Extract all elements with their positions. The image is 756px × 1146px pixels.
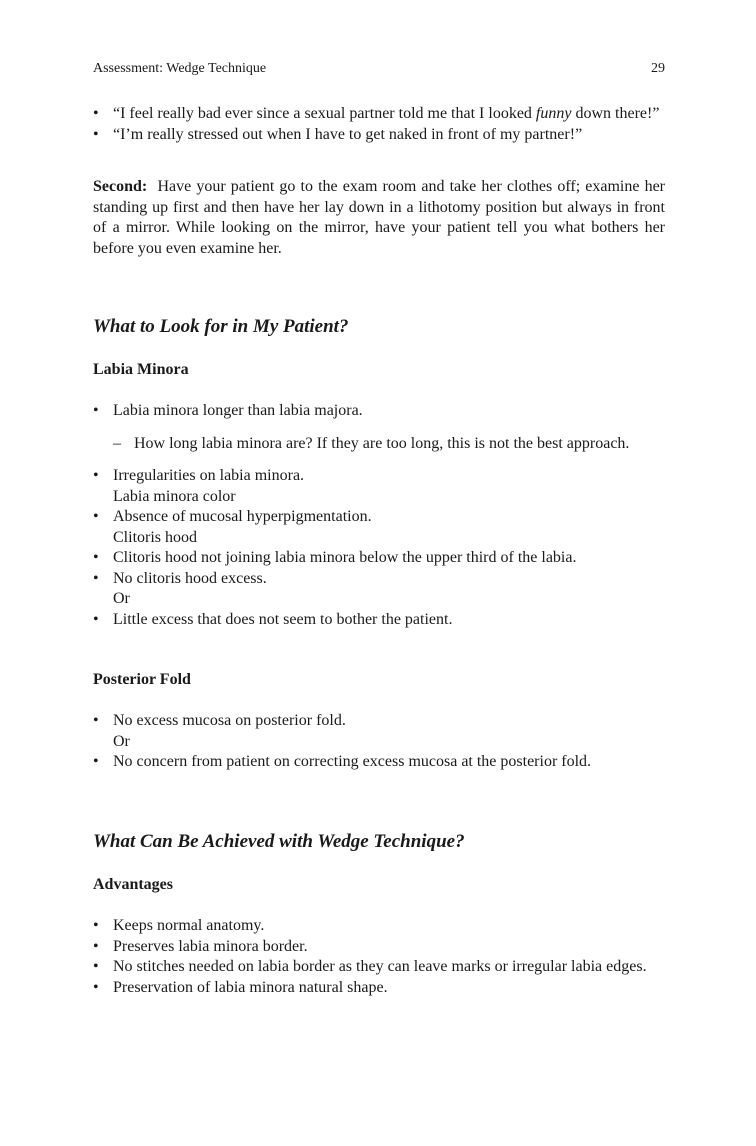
- second-step-text: Have your patient go to the exam room and take her clothes off; examine her standing up first and then have her lay down in a lithotomy position but always in front of a mirror. While looking on the mirror, have your patient tell you what bothers her before you even examine her.: [93, 178, 666, 257]
- list-item: • Irregularities on labia minora.: [93, 466, 665, 487]
- labia-minora-list: [93, 401, 665, 630]
- quote-item: • “I feel really bad ever since a sexual partner told me that I looked funny down there!”: [93, 104, 665, 125]
- subhead-advantages: Advantages: [93, 876, 174, 893]
- list-item: • No stitches needed on labia border as they can leave marks or irregular labia edges.: [93, 957, 665, 978]
- list-item: • Preserves labia minora border.: [93, 937, 665, 958]
- list-item: • Labia minora longer than labia majora.: [93, 401, 665, 422]
- subhead-labia-minora: Labia Minora: [93, 361, 189, 378]
- or-label: Or: [113, 732, 130, 750]
- running-head-title: Assessment: Wedge Technique: [93, 61, 267, 76]
- subhead-posterior-fold: Posterior Fold: [93, 671, 191, 688]
- page-number: 29: [651, 61, 665, 76]
- list-item: • No excess mucosa on posterior fold.: [93, 711, 665, 732]
- section-title-what-to-look-for: What to Look for in My Patient?: [93, 316, 349, 337]
- label-clitoris-hood: Clitoris hood: [113, 528, 198, 546]
- list-item: • No concern from patient on correcting excess mucosa at the posterior fold.: [93, 752, 665, 773]
- second-step-paragraph: [93, 177, 665, 259]
- list-item: • Little excess that does not seem to bother the patient.: [93, 610, 665, 631]
- or-label: Or: [113, 590, 130, 607]
- patient-quotes-list: [93, 104, 665, 145]
- advantages-list: [93, 916, 665, 998]
- quote-item: • “I’m really stressed out when I have to get naked in front of my partner!”: [93, 125, 665, 146]
- posterior-fold-list: [93, 711, 665, 773]
- running-head: [93, 61, 665, 77]
- list-item: • Keeps normal anatomy.: [93, 916, 665, 937]
- label-labia-minora-color: Labia minora color: [113, 487, 236, 505]
- list-item: • Clitoris hood not joining labia minora below the upper third of the labia.: [93, 548, 665, 569]
- list-item: • No clitoris hood excess.: [93, 569, 665, 590]
- second-step-label: Second:: [93, 178, 148, 195]
- section-title-what-can-be-achieved: What Can Be Achieved with Wedge Technique?: [93, 831, 465, 852]
- list-item: • Absence of mucosal hyperpigmentation.: [93, 507, 665, 528]
- list-item: • Preservation of labia minora natural shape.: [93, 978, 665, 999]
- sub-list-item: – How long labia minora are? If they are too long, this is not the best approach.: [93, 434, 665, 455]
